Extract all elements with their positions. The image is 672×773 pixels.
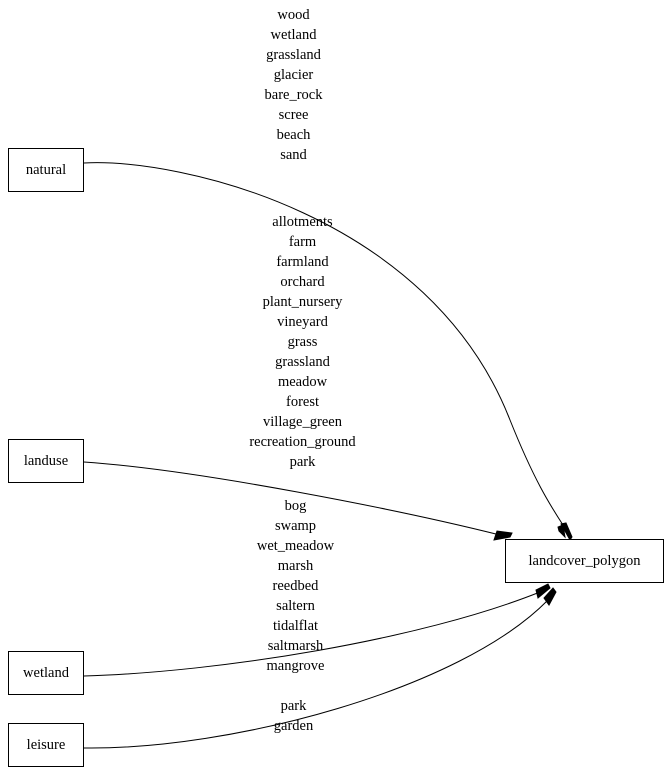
node-wetland[interactable] — [8, 651, 84, 695]
node-leisure[interactable] — [8, 723, 84, 767]
node-natural-label: natural — [25, 161, 67, 178]
node-landuse-label: landuse — [23, 452, 69, 469]
node-natural[interactable] — [8, 148, 84, 192]
node-wetland-label: wetland — [23, 664, 69, 681]
node-landcover-polygon-label: landcover_polygon — [528, 552, 641, 569]
node-landuse[interactable] — [8, 439, 84, 483]
edge-label-landuse: allotments farm farmland orchard plant_nursery vineyard grass grassland meadow forest village_green recreation_ground park — [249, 214, 356, 470]
edge-label-leisure: park garden — [273, 698, 314, 734]
node-landcover-polygon[interactable] — [505, 539, 664, 583]
edge-label-wetland: bog swamp wet_meadow marsh reedbed saltern tidalflat saltmarsh mangrove — [256, 498, 335, 674]
node-leisure-label: leisure — [26, 736, 66, 753]
edge-label-natural: wood wetland grassland glacier bare_rock scree beach sand — [264, 7, 323, 163]
